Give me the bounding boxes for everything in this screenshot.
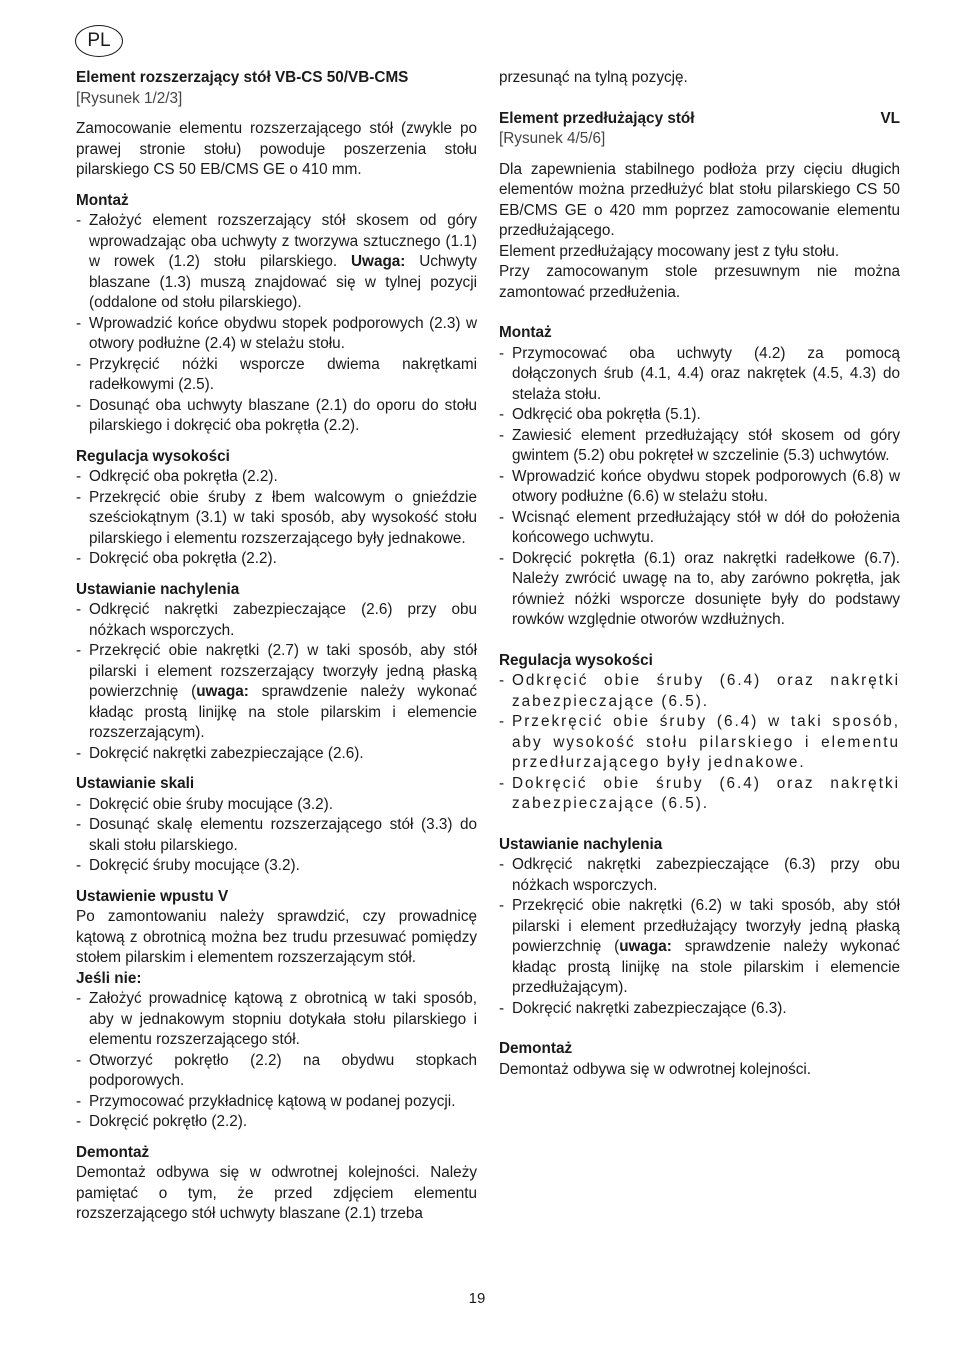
list-item: - Dosunąć skalę elementu rozszerzającego stół (3.3) do skali stołu pilarskiego. <box>76 815 477 856</box>
list-item: - Odkręcić nakrętki zabezpieczające (2.6) przy obu nóżkach wsporczych. <box>76 600 477 641</box>
list-item: - Otworzyć pokrętło (2.2) na obydwu stopkach podporowych. <box>76 1051 477 1092</box>
right-column <box>499 68 900 1080</box>
tilt-list <box>76 600 477 764</box>
item-text: sprawdzenie należy wykonać kładąc prostą linijkę na stole pilarskim i elemencie przedłużającym). <box>512 938 900 996</box>
section-title-extension: Element rozszerzający stół VB-CS 50/VB-CMS <box>76 69 409 86</box>
item-text: Założyć element rozszerzający stół skosem od góry wprowadzając oba uchwyty z tworzywa sztucznego (1.1) w rowek (1.2) stołu pilarskiego. <box>89 212 477 270</box>
intro-paragraph: Dla zapewnienia stabilnego podłoża przy cięciu długich elementów można przedłużyć blat stołu pilarskiego CS 50 EB/CMS GE o 420 mm poprzez zamocowanie elementu przedłużającego. <box>499 160 900 239</box>
list-item: - Przymocować przykładnicę kątową w podanej pozycji. <box>76 1092 477 1113</box>
list-item: - Dokręcić obie śruby mocujące (3.2). <box>76 795 477 816</box>
title-code: VL <box>880 109 900 127</box>
note-label: uwaga: <box>196 683 249 700</box>
list-item: - Przekręcić obie śruby z łbem walcowym o gnieździe sześciokątnym (3.1) w taki sposób, aby wysokość stołu pilarskiego i elementu rozszerzającego były jednakowe. <box>76 488 477 550</box>
list-item: - Wprowadzić końce obydwu stopek podporowych (6.8) w otwory podłużne (6.6) w stelażu stołu. <box>499 467 900 508</box>
if-not-label: Jeśli nie: <box>76 969 142 987</box>
list-item <box>76 211 477 314</box>
note-label: Uwaga: <box>351 253 406 270</box>
list-item: - Przekręcić obie śruby (6.4) w taki sposób, aby wysokość stołu pilarskiego i elementu przedłurzającego były jednakowe. <box>499 712 900 774</box>
removal-paragraph: Demontaż odbywa się w odwrotnej kolejności. <box>499 1060 812 1078</box>
list-item: - Dokręcić nakrętki zabezpieczające (2.6). <box>76 744 477 765</box>
tilt-list <box>499 855 900 1019</box>
figure-reference: [Rysunek 1/2/3] <box>76 89 183 107</box>
list-item: - Odkręcić obie śruby (6.4) oraz nakrętki zabezpieczające (6.5). <box>499 671 900 712</box>
item-text: Uchwyty blaszane (1.3) muszą znajdować się w tylnej pozycji (oddalone od stołu pilarskiego). <box>89 253 478 311</box>
vslot-paragraph: Po zamontowaniu należy sprawdzić, czy prowadnicę kątową z obrotnicą można bez trudu przesuwać pomiędzy stołem pilarskim i elementem rozszerzającym stół. <box>76 908 477 966</box>
list-item: - Zawiesić element przedłużający stół skosem od góry gwintem (5.2) obu pokręteł w szczelinie (5.3) uchwytów. <box>499 426 900 467</box>
scale-list <box>76 795 477 877</box>
list-item: - Odkręcić oba pokrętła (2.2). <box>76 467 477 488</box>
page-number: 19 <box>468 1290 486 1307</box>
language-badge: PL <box>75 25 123 57</box>
figure-reference: [Rysunek 4/5/6] <box>499 130 606 147</box>
continuation-text: przesunąć na tylną pozycję. <box>499 69 688 86</box>
list-item: - Dokręcić pokrętła (6.1) oraz nakrętki radełkowe (6.7). Należy zwrócić uwagę na to, aby zarówno pokrętła, jak również nóżki wsporcze dosunięte były do podstawy rowków względnie otworów wzdłużnych. <box>499 549 900 631</box>
heading-scale: Ustawianie skali <box>76 775 195 792</box>
list-item: - Dokręcić obie śruby (6.4) oraz nakrętki zabezpieczające (6.5). <box>499 774 900 815</box>
heading-removal: Demontaż <box>76 1143 150 1161</box>
list-item: - Odkręcić oba pokrętła (5.1). <box>499 405 900 426</box>
list-item: - Założyć prowadnicę kątową z obrotnicą w taki sposób, aby w jednakowym stopniu dotykała stołu pilarskiego i elementu rozszerzającego stół. <box>76 989 477 1051</box>
heading-montaz: Montaż <box>76 191 129 209</box>
height-list <box>76 467 477 570</box>
heading-tilt: Ustawianie nachylenia <box>499 835 663 853</box>
height-list <box>499 671 900 815</box>
list-item: - Odkręcić nakrętki zabezpieczające (6.3) przy obu nóżkach wsporczych. <box>499 855 900 896</box>
list-item: - Przykręcić nóżki wsporcze dwiema nakrętkami radełkowymi (2.5). <box>76 355 477 396</box>
heading-vslot: Ustawienie wpustu V <box>76 887 229 905</box>
heading-height: Regulacja wysokości <box>499 651 653 669</box>
heading-height: Regulacja wysokości <box>76 447 230 465</box>
list-item: - Dokręcić oba pokrętła (2.2). <box>76 549 477 570</box>
intro-paragraph-2: Element przedłużający mocowany jest z tyłu stołu. <box>499 242 840 260</box>
item-text: Przekręcić obie nakrętki (6.2) w taki sposób, aby stół pilarski i element przedłużający tworzyły jedną płaską powierzchnię ( <box>512 897 900 955</box>
list-item: - Dokręcić nakrętki zabezpieczające (6.3). <box>499 999 900 1020</box>
heading-tilt: Ustawianie nachylenia <box>76 580 240 598</box>
list-item: - Dokręcić pokrętło (2.2). <box>76 1112 477 1133</box>
section-title-prolongation <box>499 109 900 130</box>
item-text: Przekręcić obie nakrętki (2.7) w taki sposób, aby stół pilarski i element rozszerzający tworzyły jedną płaską powierzchnię ( <box>89 642 477 700</box>
item-text: sprawdzenie należy wykonać kładąc prostą linijkę na stole pilarskim i elemencie rozszerzającym). <box>89 683 477 741</box>
list-item <box>499 896 900 999</box>
list-item: - Przymocować oba uchwyty (4.2) za pomocą dołączonych śrub (4.1, 4.4) oraz nakrętek (4.5, 4.3) do stelaża stołu. <box>499 344 900 406</box>
note-label: uwaga: <box>619 938 672 955</box>
heading-montaz: Montaż <box>499 324 552 341</box>
list-item: - Wcisnąć element przedłużający stół w dół do położenia końcowego uchwytu. <box>499 508 900 549</box>
intro-paragraph: Zamocowanie elementu rozszerzającego stół (zwykle po prawej stronie stołu) powoduje poszerzenia stołu pilarskiego CS 50 EB/CMS GE o 410 mm. <box>76 120 477 178</box>
heading-removal: Demontaż <box>499 1040 573 1057</box>
list-item <box>76 641 477 744</box>
list-item: - Dosunąć oba uchwyty blaszane (2.1) do oporu do stołu pilarskiego i dokręcić oba pokrętła (2.2). <box>76 396 477 437</box>
montaz-list <box>76 211 477 437</box>
list-item: - Wprowadzić końce obydwu stopek podporowych (2.3) w otwory podłużne (2.4) w stelażu stołu. <box>76 314 477 355</box>
montaz-list <box>499 344 900 631</box>
removal-paragraph: Demontaż odbywa się w odwrotnej kolejności. Należy pamiętać o tym, że przed zdjęciem elementu rozszerzającego stół uchwyty blaszane (2.1) trzeba <box>76 1164 477 1222</box>
left-column <box>76 68 477 1225</box>
intro-paragraph-3: Przy zamocowanym stole przesuwnym nie można zamontować przedłużenia. <box>499 263 900 301</box>
title-text: Element przedłużający stół <box>499 109 695 127</box>
list-item: - Dokręcić śruby mocujące (3.2). <box>76 856 477 877</box>
vslot-list <box>76 989 477 1133</box>
